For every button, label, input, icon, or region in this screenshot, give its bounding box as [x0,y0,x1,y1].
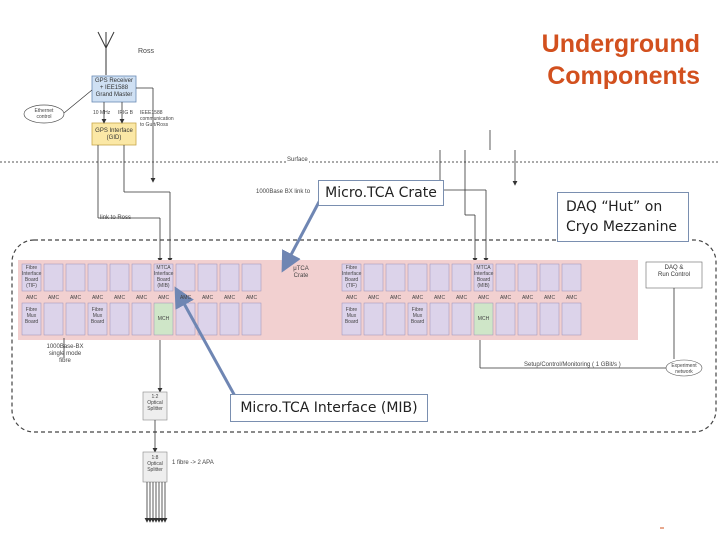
fibre-interface-label-text: Interface [22,271,42,277]
slot-top [242,264,261,291]
bx-line-1: 1000Base-BX [46,344,84,350]
fibre-interface-label-text: Interface [342,271,362,277]
fibre-mux-label-text: Board [344,319,359,325]
amc-label [562,295,581,301]
mtca-board-label-text: MTCA [156,265,171,271]
daq-hut-line-2: Cryo Mezzanine [566,219,678,235]
gid-line-2: (GID) [106,135,122,141]
amc-label-text: AMC [179,295,192,301]
mtca-board-label-text: (MIB) [477,283,490,289]
slot-top [386,264,405,291]
surface-label: Surface [287,157,308,163]
amc-label [452,295,471,301]
s12-line-3: Splitter [147,406,163,412]
slot-top [176,264,195,291]
utca-line-1: μTCA [293,266,309,272]
daq-run-control-label [646,265,702,279]
amc-label [430,295,449,301]
gps-receiver-label [92,78,136,99]
mtca-board-label-text: Interface [474,271,494,277]
fibre-mux-label [88,307,107,325]
mtca-board-label-text: MTCA [476,265,491,271]
daq-hut-line-1: DAQ “Hut” on [566,199,663,215]
slot-top [540,264,559,291]
amc-label [342,295,361,301]
fibre-mux-label-text: Board [410,319,425,325]
amc-label-text: AMC [223,295,236,301]
amc-label-text: AMC [389,295,402,301]
slot-top [364,264,383,291]
slot-bottom [386,303,405,335]
amc-label [242,295,261,301]
ieee-note [140,110,174,128]
fibre-outputs [147,482,165,522]
amc-label [220,295,239,301]
fibre-mux-label-text: Mux [346,313,357,319]
slot-bottom [110,303,129,335]
slot-bottom [364,303,383,335]
mch-label-text: MCH [157,316,170,322]
gps-receiver-line-2: + IEE1588 [99,85,129,91]
mtca-board-label [474,265,493,289]
splitter-1-8-label [143,455,167,473]
amc-label [110,295,129,301]
slot-top [198,264,217,291]
slot-top [408,264,427,291]
amc-label-text: AMC [433,295,446,301]
amc-label-text: AMC [113,295,126,301]
s12-line-2: Optical [147,400,163,406]
ethernet-line-1: Ethernet [34,108,54,114]
fibre-mux-label-text: Fibre [25,307,38,313]
setup-control-label: Setup/Control/Monitoring ( 1 GBit/s ) [524,362,621,368]
fibre-mux-label-text: Board [90,319,105,325]
amc-label [540,295,559,301]
amc-label-text: AMC [157,295,170,301]
amc-label-text: AMC [91,295,104,301]
slot-bottom [132,303,151,335]
microtca-crate-callout: Micro.TCA Crate [318,180,444,206]
slot-top [132,264,151,291]
fibre-mux-label-text: Mux [26,313,37,319]
mib-callout: Micro.TCA Interface (MIB) [230,394,428,422]
s12-line-1: 1:2 [151,394,159,400]
amc-label-text: AMC [135,295,148,301]
slot-bottom [430,303,449,335]
slot-bottom [518,303,537,335]
mtca-board-label-text: Interface [154,271,174,277]
daq-run-line-1: DAQ & [664,265,684,271]
fibre-interface-label-text: (TIF) [26,283,37,289]
slot-top [44,264,63,291]
utca-crate-label [290,266,312,280]
slot-bottom [198,303,217,335]
amc-label [408,295,427,301]
amc-label-text: AMC [245,295,258,301]
fibre-interface-label-text: Fibre [25,265,38,271]
ieee-line-1: IEEE1588 [140,110,163,116]
amc-label [66,295,85,301]
link-1000base-label: 1000Base BX link to [256,189,311,195]
amc-label-text: AMC [345,295,358,301]
slot-top [562,264,581,291]
fibre-interface-label-text: Board [24,277,39,283]
amc-label [198,295,217,301]
slot-top [66,264,85,291]
slot-bottom [496,303,515,335]
ieee-line-3: to Gurt/Ross [140,122,169,128]
fibre-interface-label-text: Board [344,277,359,283]
slot-bottom [66,303,85,335]
fibre-mux-label-text: Fibre [345,307,358,313]
ethernet-label [24,108,64,120]
mch-label [154,316,173,322]
mtca-board-label-text: Board [476,277,491,283]
slot-bottom [44,303,63,335]
mch-label [474,316,493,322]
amc-label [496,295,515,301]
daq-hut-callout [557,192,689,242]
slot-top [518,264,537,291]
slot-bottom [562,303,581,335]
amc-label [132,295,151,301]
s18-line-3: Splitter [147,467,163,473]
fibre-interface-label-text: (TIF) [346,283,357,289]
crate-callout-arrow [283,200,320,270]
amc-label [386,295,405,301]
slot-top [496,264,515,291]
fibre-apa-label: 1 fibre -> 2 APA [172,460,214,466]
amc-label-text: AMC [367,295,380,301]
ethernet-line-2: control [36,114,52,120]
fibre-interface-label [342,265,361,289]
s18-line-2: Optical [147,461,163,467]
experiment-network-label [668,363,700,375]
amc-label-text: AMC [411,295,424,301]
bx-fibre-label [40,344,90,365]
s18-line-1: 1:8 [151,455,159,461]
splitter-1-2-label [143,394,167,412]
amc-label-text: AMC [499,295,512,301]
irig-b-label: IRIG B [118,110,134,116]
daq-run-line-2: Run Control [657,272,690,278]
bx-line-3: fibre [59,358,71,364]
slot-bottom [540,303,559,335]
link-to-ross-label: link to Ross [100,215,132,221]
slot-bottom [242,303,261,335]
fibre-mux-label [22,307,41,325]
exp-line-1: Experiment [671,363,697,369]
amc-label-text: AMC [477,295,490,301]
fibre-mux-label-text: Fibre [411,307,424,313]
amc-label [22,295,41,301]
fibre-mux-label-text: Mux [92,313,103,319]
slot-bottom [220,303,239,335]
fibre-mux-label [408,307,427,325]
fibre-interface-label [22,265,41,289]
fibre-interface-label-text: Fibre [345,265,358,271]
mtca-board-label-text: Board [156,277,171,283]
fibre-mux-label-text: Board [24,319,39,325]
amc-label [518,295,537,301]
ten-mhz-label: 10 MHz [93,110,111,116]
slot-top [430,264,449,291]
amc-label-text: AMC [47,295,60,301]
slot-top [452,264,471,291]
title-line-2: Components [547,62,700,90]
utca-line-2: Crate [293,273,309,279]
exp-line-2: network [675,369,693,375]
slot-top [88,264,107,291]
amc-label [88,295,107,301]
slot-top [110,264,129,291]
amc-label [364,295,383,301]
bx-line-2: single mode [48,351,82,357]
amc-label-text: AMC [69,295,82,301]
gid-line-1: GPS Interface [95,128,133,134]
gps-receiver-line-1: GPS Receiver [94,78,133,84]
amc-label-text: AMC [25,295,38,301]
title-line-1: Underground [541,30,700,58]
amc-label-text: AMC [521,295,534,301]
slot-bottom [452,303,471,335]
amc-label-text: AMC [565,295,578,301]
gps-interface-label [92,128,136,142]
amc-label-text: AMC [201,295,214,301]
ross-label: Ross [138,48,154,55]
mtca-board-label [154,265,173,289]
amc-label-text: AMC [543,295,556,301]
fibre-mux-label-text: Mux [412,313,423,319]
ieee-line-2: communication [140,116,174,122]
amc-label-text: AMC [455,295,468,301]
mch-label-text: MCH [477,316,490,322]
antenna-icon [98,32,114,75]
mtca-board-label-text: (MIB) [157,283,170,289]
amc-label [154,295,173,301]
fibre-mux-label [342,307,361,325]
amc-label [44,295,63,301]
amc-label [474,295,493,301]
amc-label [176,295,195,301]
gps-receiver-line-3: Grand Master [95,92,133,98]
slot-top [220,264,239,291]
fibre-mux-label-text: Fibre [91,307,104,313]
